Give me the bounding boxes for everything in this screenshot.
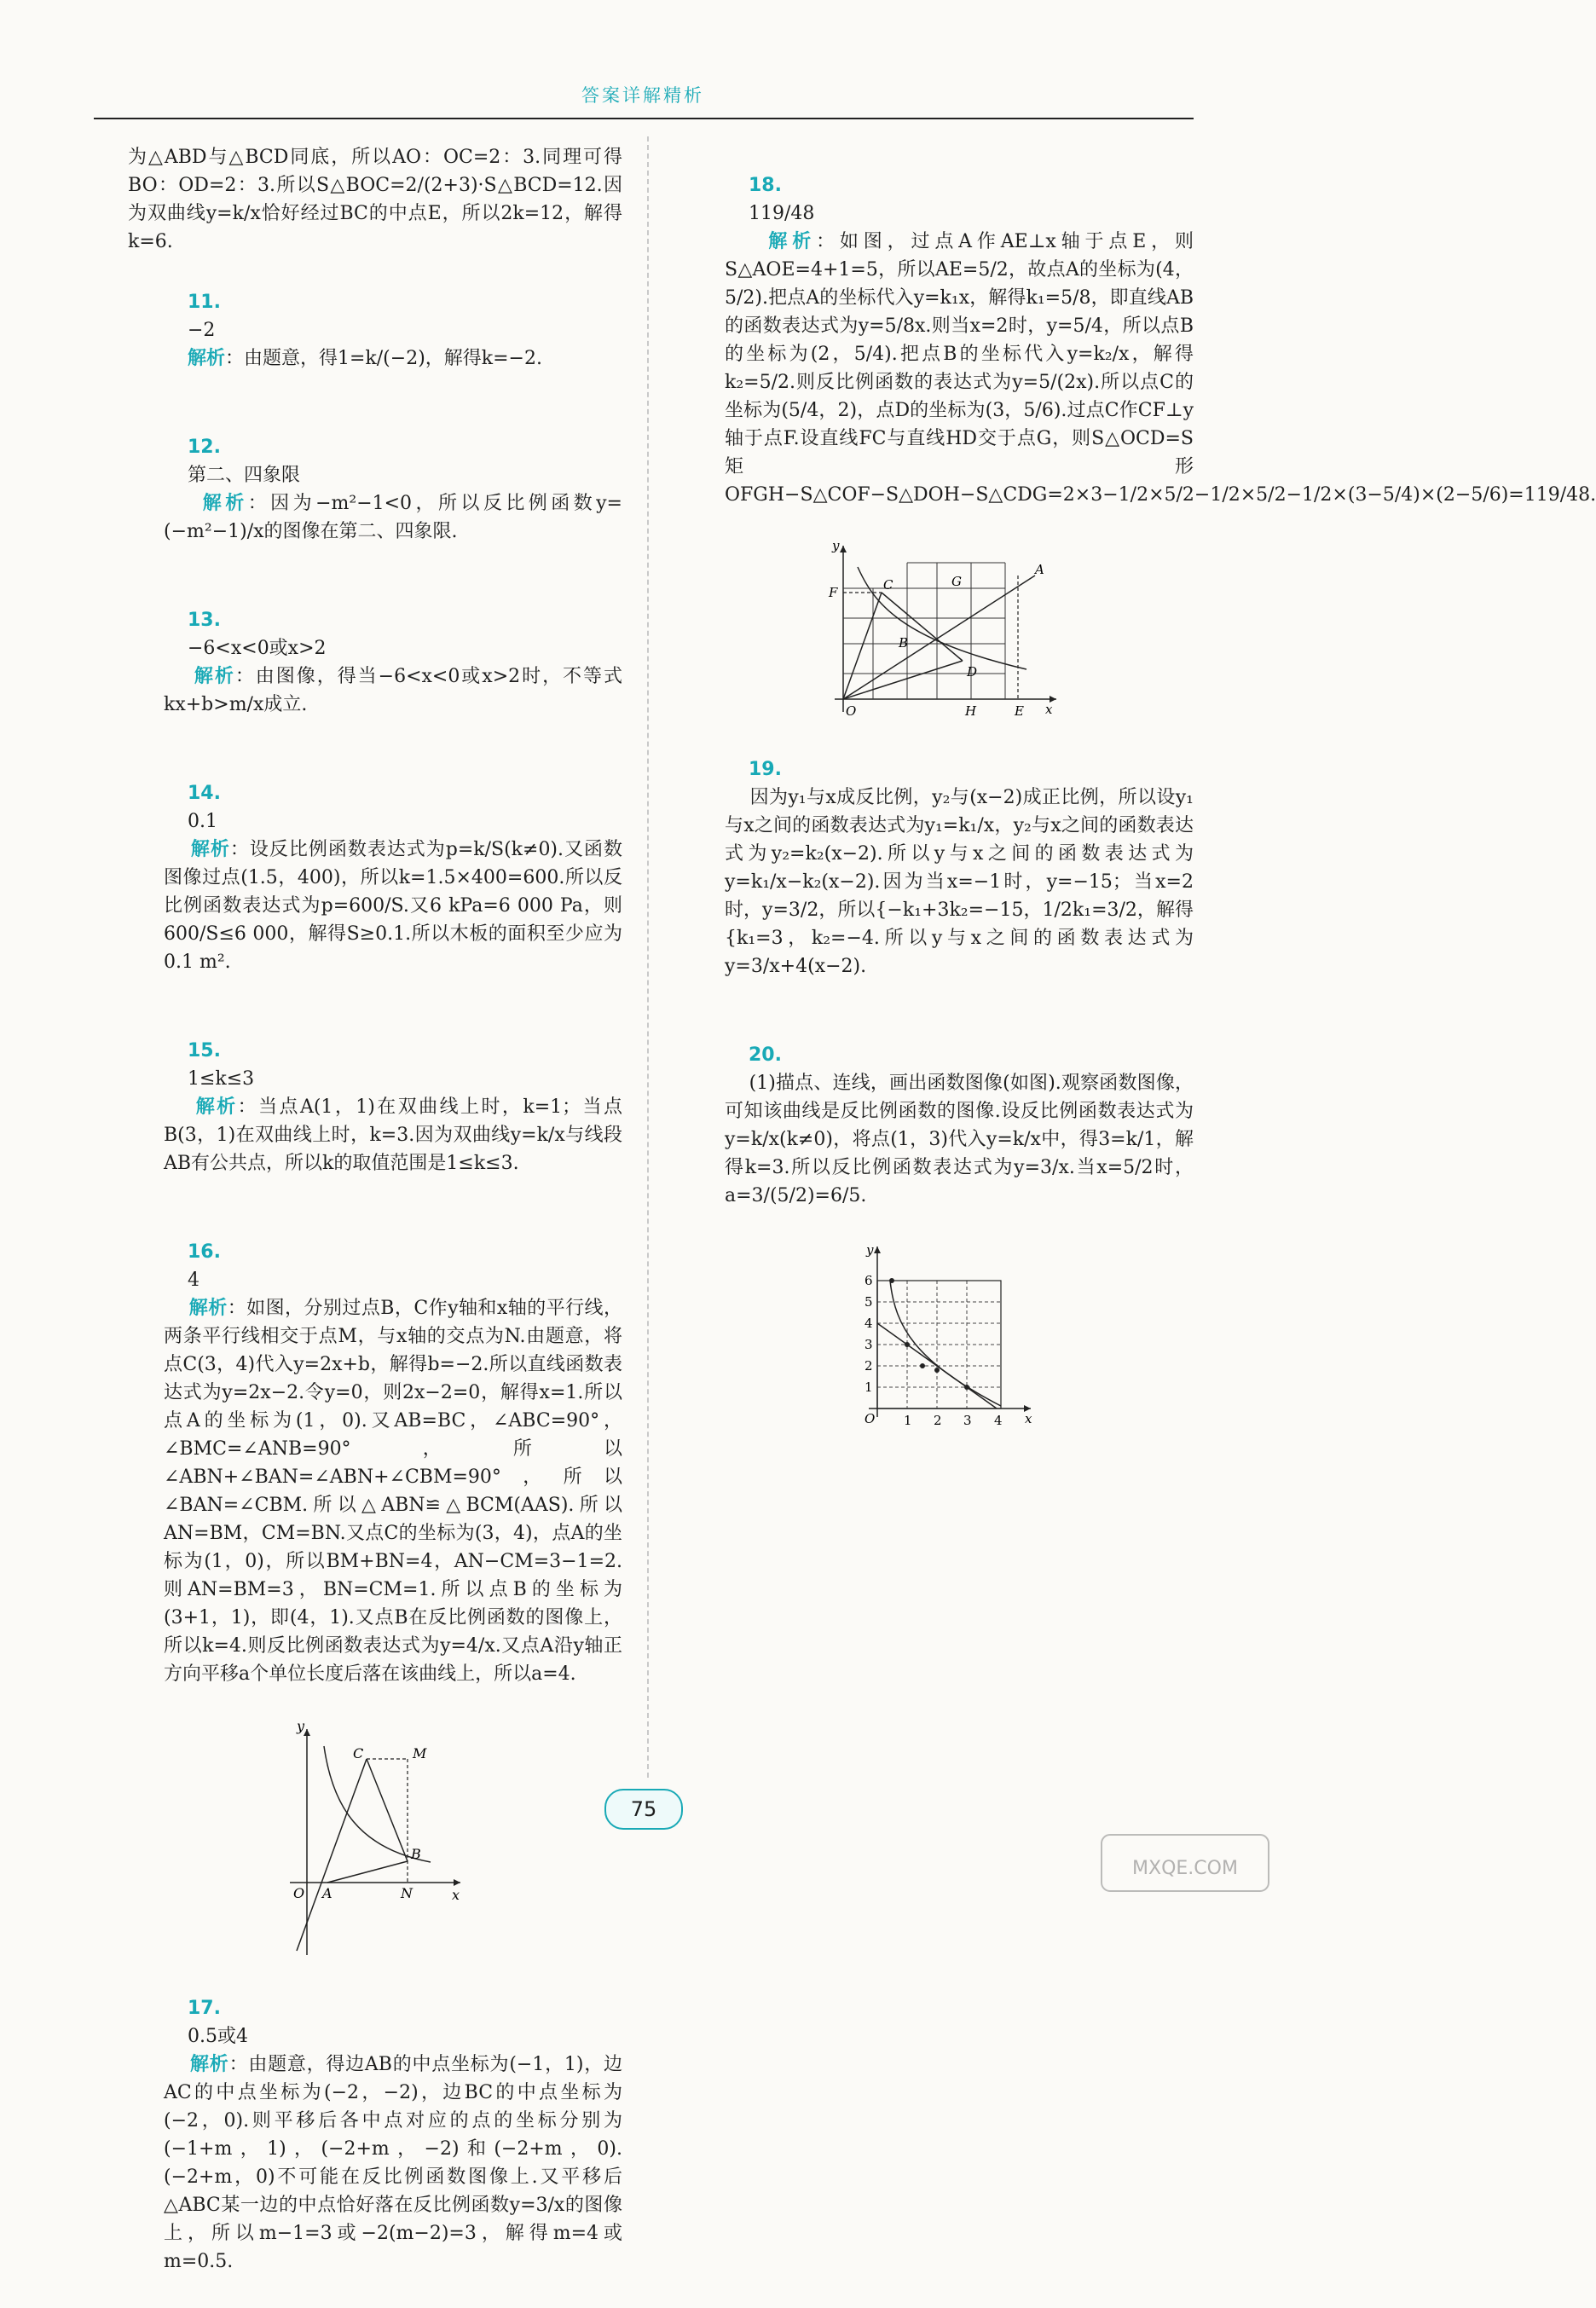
q11-number: 11.: [187, 292, 221, 313]
left-column: [128, 143, 622, 2308]
watermark-logo: [1100, 1833, 1270, 1893]
q14-text: ：设反比例函数表达式为p=k/S(k≠0).又函数图像过点(1.5，400)，所以k=1.5×400=600.所以反比例函数表达式为p=600/S.又6 kPa=6 000 Pa，则600/S≤6 000，解得S≥0.1.所以木板的面积至少应为0.1 m².: [164, 839, 622, 973]
q20-ytick-1: 1: [864, 1380, 873, 1395]
q17-text: ：由题意，得边AB的中点坐标为(−1，1)，边AC的中点坐标为(−2，−2)，边BC的中点坐标为(−2，0).则平移后各中点对应的点的坐标分别为(−1+m，1)，(−2+m，−2)和(−2+m，0).(−2+m，0)不可能在反比例函数图像上.又平移后△ABC某一边的中点恰好落在反比例函数y=3/x的图像上，所以m−1=3或−2(m−2)=3，解得m=4或m=0.5.: [164, 2054, 622, 2272]
q20-xtick-1: 1: [904, 1413, 912, 1428]
q18-tag: 解析: [768, 231, 817, 252]
q20-label-o: O: [864, 1411, 876, 1426]
q14-tag: 解析: [190, 839, 230, 860]
q13-text: ：由图像，得当−6<x<0或x>2时，不等式kx+b>m/x成立.: [164, 666, 622, 715]
q18-line-oa: [843, 576, 1035, 699]
q20-ytick-2: 2: [864, 1358, 873, 1374]
q16-answer: 4: [187, 1270, 200, 1291]
q14: [128, 751, 622, 1004]
q11-text: ：由题意，得1=k/(−2)，解得k=−2.: [225, 348, 542, 369]
right-column: [689, 143, 1596, 1437]
q14-number: 14.: [187, 783, 221, 804]
q11-answer: −2: [187, 320, 216, 341]
q16-segment-cb: [367, 1759, 408, 1861]
q16-y-arrow: [304, 1729, 310, 1736]
q18-segment-cd: [882, 593, 963, 661]
q20-xtick-3: 3: [963, 1413, 972, 1428]
q12-tag: 解析: [202, 493, 248, 514]
q18-figure: [822, 538, 1061, 720]
q10-continuation: 为△ABD与△BCD同底，所以AO：OC=2：3.同理可得BO：OD=2：3.所以S△BOC=2/(2+3)·S△BCD=12.因为双曲线y=k/x恰好经过BC的中点E，所以2k=12，解得k=6.: [128, 147, 622, 252]
q16: [128, 1210, 622, 1716]
q11: [128, 260, 622, 401]
q18-label-c: C: [883, 577, 893, 593]
q16-tag: 解析: [188, 1298, 228, 1319]
q20-ytick-6: 6: [864, 1273, 873, 1288]
q18-label-e: E: [1015, 703, 1024, 719]
q16-x-arrow: [454, 1879, 460, 1886]
q20-label-x: x: [1025, 1411, 1032, 1426]
q16-label-c: C: [353, 1745, 364, 1761]
q20-figure: [839, 1242, 1044, 1430]
q16-label-n: N: [401, 1885, 413, 1901]
q13-number: 13.: [187, 610, 221, 631]
q17: [128, 1966, 622, 2304]
q18-label-y: y: [832, 538, 840, 553]
q18-label-o: O: [846, 703, 857, 719]
q18-label-g: G: [951, 574, 962, 589]
q18-label-x: x: [1045, 702, 1053, 717]
q16-segment-ab: [327, 1861, 408, 1883]
q17-answer: 0.5或4: [187, 2026, 248, 2047]
q16-label-a: A: [322, 1885, 332, 1901]
q14-answer: 0.1: [187, 811, 217, 832]
q13-tag: 解析: [194, 666, 235, 687]
q15-number: 15.: [187, 1040, 221, 1061]
q16-label-y: y: [297, 1718, 305, 1734]
column-divider: [647, 136, 649, 1778]
q16-number: 16.: [187, 1241, 221, 1263]
q19-text: 因为y₁与x成反比例，y₂与(x−2)成正比例，所以设y₁与x之间的函数表达式为y₁=k₁/x，y₂与x之间的函数表达式为y₂=k₂(x−2).所以y与x之间的函数表达式为y=k₁/x−k₂(x−2).因为当x=−1时，y=−15；当x=2时，y=3/2，所以{−k₁+3k₂=−15，1/2k₁=3/2，解得{k₁=3，k₂=−4.所以y与x之间的函数表达式为y=3/x+4(x−2).: [725, 787, 1194, 977]
q11-tag: 解析: [187, 348, 225, 369]
q16-hyperbola: [324, 1746, 431, 1862]
q19-number: 19.: [748, 759, 782, 780]
q20-ytick-4: 4: [864, 1316, 873, 1331]
q18: [689, 143, 1596, 537]
q17-tag: 解析: [190, 2054, 229, 2075]
q18-label-h: H: [965, 703, 977, 719]
q20-ytick-5: 5: [864, 1294, 873, 1310]
q12: [128, 405, 622, 574]
q20-xtick-4: 4: [994, 1413, 1003, 1428]
q16-label-o: O: [293, 1885, 305, 1901]
q12-answer: 第二、四象限: [187, 465, 300, 486]
q18-label-f: F: [829, 585, 838, 600]
q13-answer: −6<x<0或x>2: [187, 638, 327, 659]
q17-number: 17.: [187, 1998, 221, 2019]
q18-y-arrow: [840, 546, 847, 552]
q12-number: 12.: [187, 437, 221, 458]
q12-text: ：因为−m²−1<0，所以反比例函数y=(−m²−1)/x的图像在第二、四象限.: [164, 493, 622, 542]
q16-label-m: M: [413, 1745, 427, 1761]
q20-text: (1)描点、连线，画出函数图像(如图).观察函数图像，可知该曲线是反比例函数的图像.设反比例函数表达式为y=k/x(k≠0)，将点(1，3)代入y=k/x中，得3=k/1，解得k=3.所以反比例函数表达式为y=3/x.当x=5/2时，a=3/(5/2)=6/5.: [725, 1073, 1194, 1206]
q15-answer: 1≤k≤3: [187, 1068, 255, 1090]
q15: [128, 1009, 622, 1206]
page-number: 75: [604, 1789, 683, 1830]
q20-y-arrow: [874, 1247, 881, 1253]
q20-points: [889, 1278, 969, 1390]
q15-tag: 解析: [195, 1096, 238, 1118]
q20-xtick-2: 2: [934, 1413, 942, 1428]
header-rule: [94, 118, 1194, 119]
q19: [689, 727, 1194, 1009]
q16-figure: [281, 1718, 469, 1959]
q20-ytick-3: 3: [864, 1337, 873, 1352]
q20-label-y: y: [866, 1242, 874, 1258]
watermark-text: MXQE.COM: [1132, 1858, 1238, 1879]
q18-label-b: B: [899, 635, 909, 651]
q18-label-d: D: [967, 664, 978, 680]
q18-segment-oc: [843, 593, 882, 699]
q16-text: ：如图，分别过点B，C作y轴和x轴的平行线，两条平行线相交于点M，与x轴的交点为N.由题意，将点C(3，4)代入y=2x+b，解得b=−2.所以直线函数表达式为y=2x−2.令y=0，则2x−2=0，解得x=1.所以点A的坐标为(1，0).又AB=BC，∠ABC=90°，∠BMC=∠ANB=90°，所以∠ABN+∠BAN=∠ABN+∠CBM=90°，所以∠BAN=∠CBM.所以△ABN≌△BCM(AAS).所以AN=BM，CM=BN.又点C的坐标为(3，4)，点A的坐标为(1，0)，所以BM+BN=4，AN−CM=3−1=2.则AN=BM=3，BN=CM=1.所以点B的坐标为(3+1，1)，即(4，1).又点B在反比例函数的图像上，所以k=4.则反比例函数表达式为y=4/x.又点A沿y轴正方向平移a个单位长度后落在该曲线上，所以a=4.: [164, 1298, 622, 1685]
q13: [128, 578, 622, 747]
q18-label-a: A: [1035, 562, 1044, 577]
q18-text: ：如图，过点A作AE⊥x轴于点E，则S△AOE=4+1=5，所以AE=5/2，故点A的坐标为(4，5/2).把点A的坐标代入y=k₁x，解得k₁=5/8，即直线AB的函数表达式为y=5/8x.则当x=2时，y=5/4，所以点B的坐标为(2，5/4).把点B的坐标代入y=k₂/x，解得k₂=5/2.则反比例函数的表达式为y=5/(2x).所以点C的坐标为(5/4，2)，点D的坐标为(3，5/6).过点C作CF⊥y轴于点F.设直线FC与直线HD交于点G，则S△OCD=S矩形OFGH−S△COF−S△DOH−S△CDG=2×3−1/2×5/2−1/2×5/2−1/2×(3−5/4)×(2−5/6)=119/48.: [725, 231, 1596, 506]
q18-answer: 119/48: [748, 203, 815, 224]
q16-label-b: B: [411, 1846, 421, 1862]
q16-label-x: x: [452, 1887, 460, 1903]
q20-grid: [877, 1281, 1001, 1409]
q18-segment-od: [843, 661, 963, 699]
q18-number: 18.: [748, 175, 782, 196]
q20-number: 20.: [748, 1044, 782, 1066]
page-header-title: 答案详解精析: [581, 85, 704, 106]
q15-text: ：当点A(1，1)在双曲线上时，k=1；当点B(3，1)在双曲线上时，k=3.因为双曲线y=k/x与线段AB有公共点，所以k的取值范围是1≤k≤3.: [164, 1096, 622, 1174]
q20: [689, 1013, 1194, 1238]
